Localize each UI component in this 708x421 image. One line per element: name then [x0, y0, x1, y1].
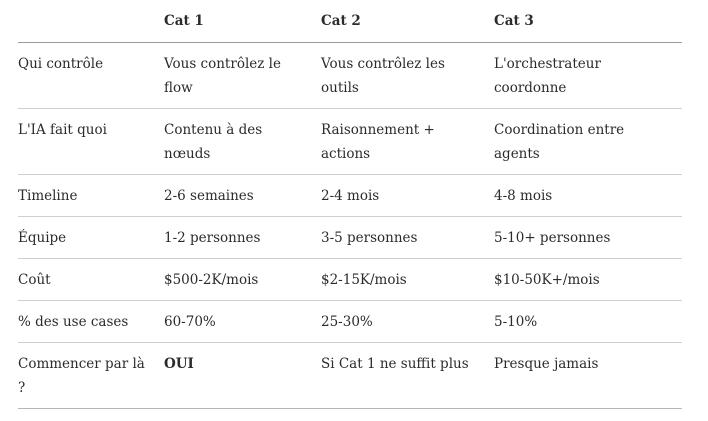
table-header-row — [18, 0, 682, 42]
comparison-table — [18, 0, 682, 409]
cell-cat3: 4-8 mois — [494, 174, 682, 216]
cell-cat3: $10-50K+/mois — [494, 258, 682, 300]
table-row — [18, 258, 682, 300]
table-row — [18, 174, 682, 216]
table-row — [18, 108, 682, 174]
cell-cat2: Raisonnement + actions — [321, 108, 494, 174]
cell-cat3: Presque jamais — [494, 342, 682, 408]
row-label: % des use cases — [18, 300, 164, 342]
row-label: Timeline — [18, 174, 164, 216]
header-label-column — [18, 0, 164, 42]
cell-cat1: 2-6 semaines — [164, 174, 321, 216]
comparison-table-container — [18, 0, 682, 409]
cell-cat1: Contenu à des nœuds — [164, 108, 321, 174]
header-cat1: Cat 1 — [164, 0, 321, 42]
cell-cat3: Coordination entre agents — [494, 108, 682, 174]
cell-cat1: 1-2 personnes — [164, 216, 321, 258]
cell-cat2: $2-15K/mois — [321, 258, 494, 300]
cell-cat1: 60-70% — [164, 300, 321, 342]
table-row — [18, 42, 682, 108]
table-row — [18, 216, 682, 258]
cell-cat1: $500-2K/mois — [164, 258, 321, 300]
cell-cat1: Vous contrôlez le flow — [164, 42, 321, 108]
row-label: Commencer par là ? — [18, 342, 164, 408]
table-row — [18, 300, 682, 342]
cell-cat2: Vous contrôlez les outils — [321, 42, 494, 108]
cell-cat3: L'orchestrateur coordonne — [494, 42, 682, 108]
cell-cat3: 5-10+ personnes — [494, 216, 682, 258]
cell-cat2: 3-5 personnes — [321, 216, 494, 258]
cell-cat3: 5-10% — [494, 300, 682, 342]
cell-cat1: OUI — [164, 342, 321, 408]
cell-cat2: 25-30% — [321, 300, 494, 342]
row-label: Qui contrôle — [18, 42, 164, 108]
row-label: Coût — [18, 258, 164, 300]
header-cat2: Cat 2 — [321, 0, 494, 42]
cell-cat2: 2-4 mois — [321, 174, 494, 216]
cell-cat2: Si Cat 1 ne suffit plus — [321, 342, 494, 408]
header-cat3: Cat 3 — [494, 0, 682, 42]
table-row — [18, 342, 682, 408]
row-label: L'IA fait quoi — [18, 108, 164, 174]
row-label: Équipe — [18, 216, 164, 258]
